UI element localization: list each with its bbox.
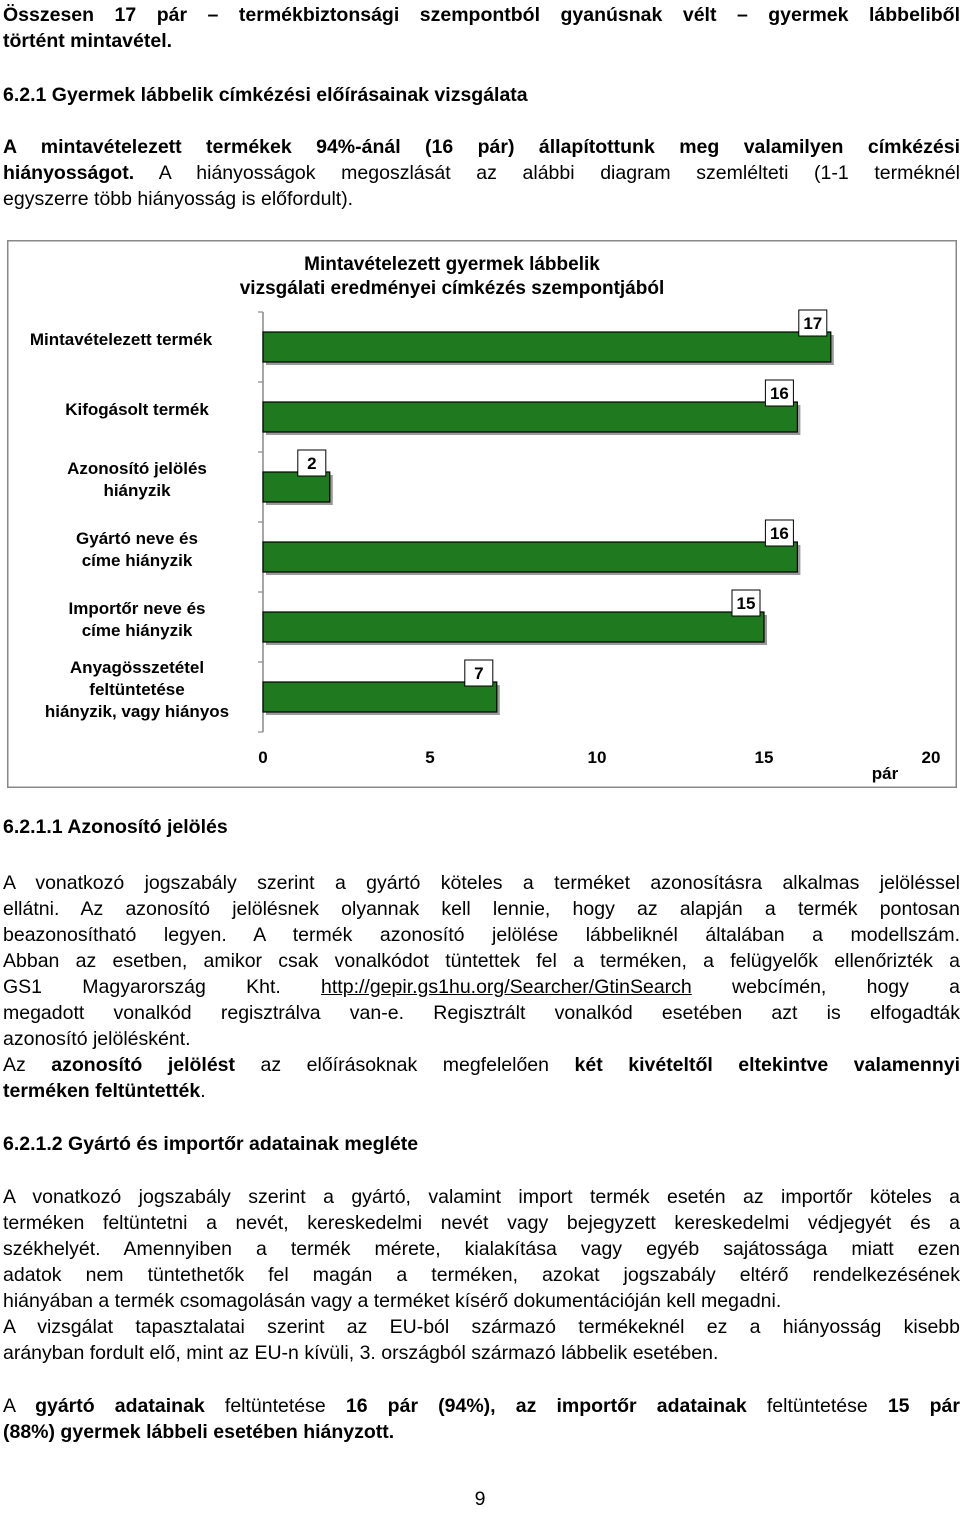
category-label: hiányzik: [103, 481, 171, 500]
section-6211-line-5-a: GS1 Magyarország Kht.: [3, 976, 322, 998]
category-label: Gyártó neve és: [76, 529, 198, 548]
section-6212-final-line-1: [3, 1393, 960, 1419]
section-621-title: 6.2.1 Gyermek lábbelik címkézési előírásainak vizsgálata: [3, 84, 528, 106]
intro-line-2: történt mintavétel.: [3, 30, 173, 52]
data-label: 7: [474, 664, 484, 683]
section-6212-line-4: adatok nem tüntethetők fel magán a terméken, azokat jogszabály eltérő rendelkezésének: [3, 1264, 960, 1286]
category-label: Mintavételezett termék: [29, 330, 213, 349]
section-6212-final-line-2: (88%) gyermek lábbeli esetében hiányzott.: [3, 1421, 395, 1443]
section-6211-line-7: azonosító jelölésként.: [3, 1028, 191, 1050]
category-label: Anyagösszetétel: [69, 658, 205, 677]
section-6211-line-3: beazonosítható legyen. A termék azonosító jelölése lábbeliknél általában a modellszám.: [3, 924, 960, 946]
section-6211-line-5: [3, 974, 960, 1000]
category-label: feltüntetése: [89, 680, 185, 699]
page-number: 9: [474, 1488, 486, 1510]
x-axis-label: pár: [871, 764, 899, 783]
final-a: A: [3, 1395, 36, 1417]
x-tick-label: 10: [587, 748, 607, 767]
category-label: címe hiányzik: [81, 551, 193, 570]
bar: [263, 682, 497, 712]
category-label: címe hiányzik: [81, 621, 193, 640]
section-621-p1-line1: A mintavételezett termékek 94%-ánál (16 pár) állapítottunk meg valamilyen címkézési: [3, 136, 960, 158]
data-label: 15: [736, 594, 756, 613]
section-6211-line-8-d: két kivételtől eltekintve valamennyi: [574, 1054, 960, 1076]
section-6211-line-5-b: webcímén, hogy a: [691, 976, 960, 998]
section-6211-line-1: A vonatkozó jogszabály szerint a gyártó köteles a terméket azonosításra alkalmas jelöléssel: [3, 872, 960, 894]
x-tick-label: 15: [754, 748, 774, 767]
final-f: 15 pár: [887, 1395, 960, 1417]
section-6211-line-2: ellátni. Az azonosító jelölésnek olyannak kell lennie, hogy az alapján a termék pontosan: [3, 898, 960, 920]
x-tick-label: 20: [921, 748, 941, 767]
data-label: 2: [307, 454, 317, 473]
x-tick-label: 5: [425, 748, 435, 767]
data-label: 16: [769, 384, 789, 403]
section-6211-line-8-a: Az: [3, 1054, 52, 1076]
section-6211-line-9-bold: terméken feltüntették: [3, 1080, 201, 1102]
section-6211-line-8-c: az előírásoknak megfelelően: [235, 1054, 575, 1076]
x-tick-label: 0: [258, 748, 268, 767]
bar: [263, 332, 831, 362]
section-6212-line-3: székhelyét. Amennyiben a termék mérete, kialakítása vagy egyéb sajátossága miatt ezen: [3, 1238, 960, 1260]
section-6211-line-4: Abban az esetben, amikor csak vonalkódot tüntettek fel a terméken, a felügyelők ellenőrizték a: [3, 950, 960, 972]
chart-title-line-2: vizsgálati eredményei címkézés szempontjából: [239, 278, 665, 299]
chart-title-line-1: Mintavételezett gyermek lábbelik: [304, 254, 600, 275]
section-6212-line-5: hiányában a termék csomagolásán vagy a terméket kísérő dokumentációján kell megadni.: [3, 1290, 782, 1312]
section-6212-title: 6.2.1.2 Gyártó és importőr adatainak megléte: [3, 1133, 419, 1155]
bar: [263, 542, 797, 572]
final-e: feltüntetése: [746, 1395, 888, 1417]
final-d: 16 pár (94%), az importőr adatainak: [345, 1395, 747, 1417]
section-621-p1-line3: egyszerre több hiányosság is előfordult).: [3, 188, 354, 210]
category-label: Kifogásolt termék: [65, 400, 209, 419]
category-label: Azonosító jelölés: [67, 459, 207, 478]
section-6212-line-7: arányban fordult elő, mint az EU-n kívüli, 3. országból származó lábbelik esetében.: [3, 1342, 719, 1364]
section-6212-line-1: A vonatkozó jogszabály szerint a gyártó, valamint import termék esetén az importőr köteles a: [3, 1186, 960, 1208]
section-6211-line-6: megadott vonalkód regisztrálva van-e. Regisztrált vonalkód esetében azt is elfogadták: [3, 1002, 960, 1024]
section-6211-line-9: [3, 1078, 960, 1104]
section-6212-line-6: A vizsgálat tapasztalatai szerint az EU-ból származó termékeknél ez a hiányosság kisebb: [3, 1316, 960, 1338]
data-label: 17: [803, 314, 823, 333]
bar: [263, 612, 764, 642]
final-c: feltüntetése: [204, 1395, 346, 1417]
data-label: 16: [769, 524, 789, 543]
final-b: gyártó adatainak: [35, 1395, 205, 1417]
category-label: hiányzik, vagy hiányos: [44, 702, 230, 721]
section-621-p1-line2: [3, 160, 960, 186]
section-6211-line-8: [3, 1052, 960, 1078]
section-6211-line-8-b: azonosító jelölést: [51, 1054, 236, 1076]
bar: [263, 402, 797, 432]
section-6212-line-2: terméken feltüntetni a nevét, kereskedelmi nevét vagy bejegyzett kereskedelmi védjegyét és a: [3, 1212, 960, 1234]
section-621-p1-bold: hiányosságot.: [3, 162, 135, 184]
intro-line-1: Összesen 17 pár – termékbiztonsági szempontból gyanúsnak vélt – gyermek lábbeliből: [3, 4, 960, 26]
gs1-search-link[interactable]: http://gepir.gs1hu.org/Searcher/GtinSearch: [321, 976, 692, 998]
section-6211-line-9-end: .: [200, 1080, 206, 1102]
bar-chart: [7, 240, 957, 788]
section-621-p1-rest: A hiányosságok megoszlását az alábbi diagram szemlélteti (1-1 terméknél: [134, 162, 960, 184]
category-label: Importőr neve és: [68, 599, 206, 618]
section-6211-title: 6.2.1.1 Azonosító jelölés: [3, 816, 228, 838]
